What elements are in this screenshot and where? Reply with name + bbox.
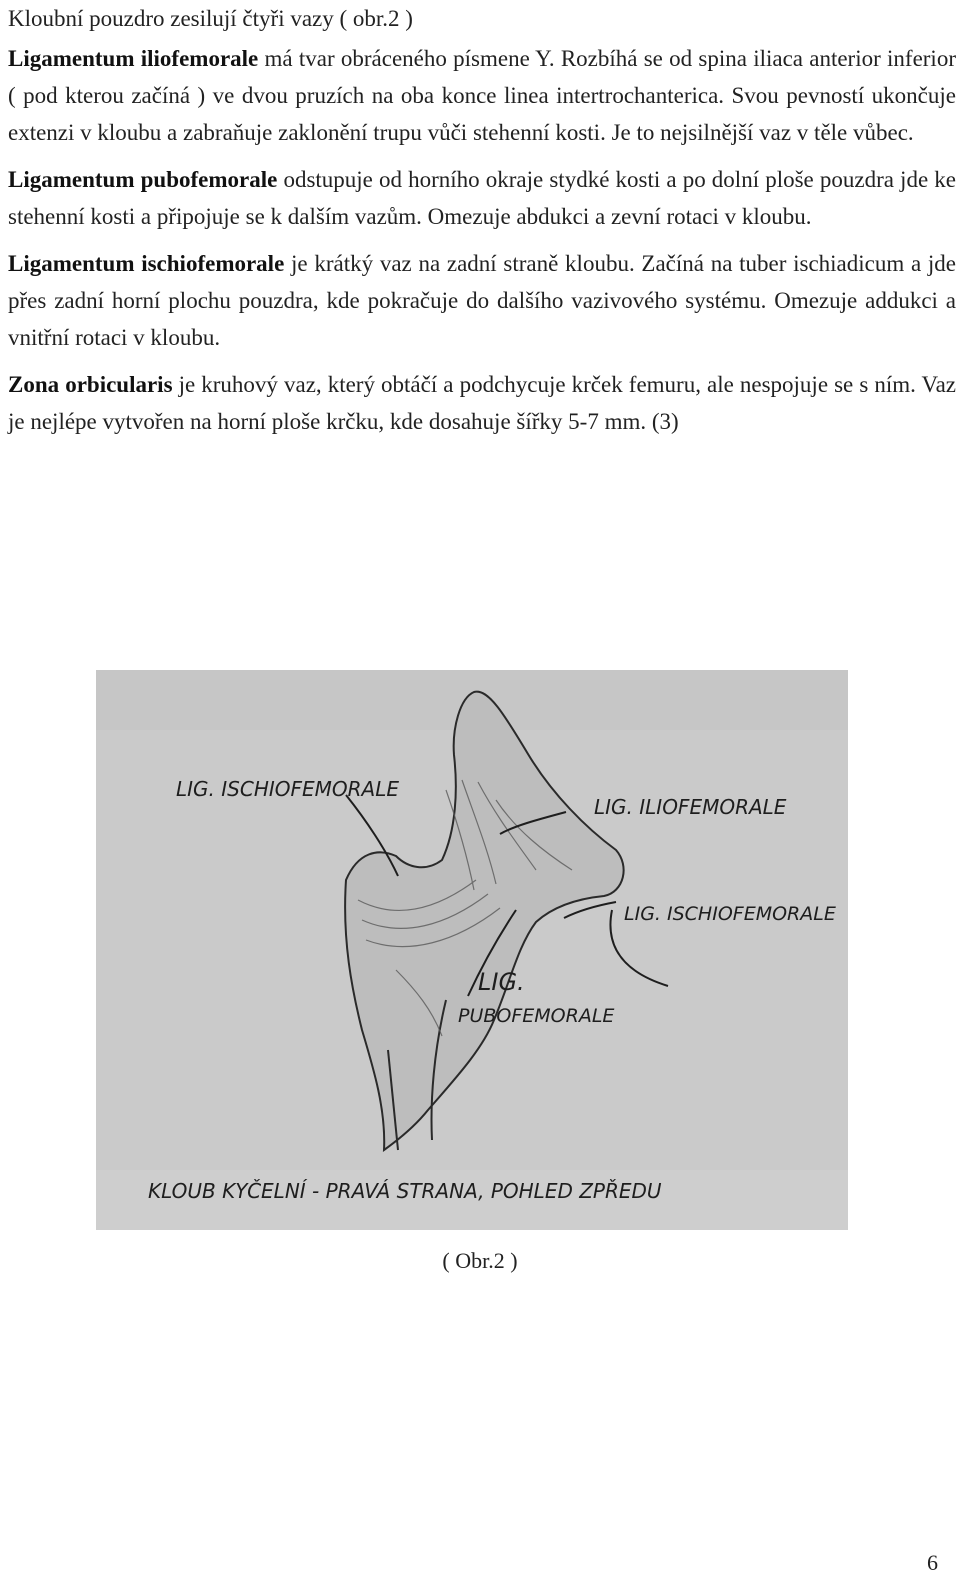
- term-pubofemorale: Ligamentum pubofemorale: [8, 167, 278, 192]
- text-ischiofemorale: je krátký vaz na zadní straně kloubu. Začíná na tuber ischiadicum a jde přes zadní horní plochu pouzdra, kde pokračuje do dalšího vazivového systému. Omezuje addukci a vnitřní rotaci v kloubu.: [8, 251, 956, 350]
- label-pubofemorale: PUBOFEMORALE: [458, 1005, 615, 1027]
- intro-line: Kloubní pouzdro zesilují čtyři vazy ( obr.2 ): [8, 6, 413, 31]
- term-iliofemorale: Ligamentum iliofemorale: [8, 46, 259, 71]
- text-pubofemorale: odstupuje od horního okraje stydké kosti a po dolní ploše pouzdra jde ke stehenní kosti a připojuje se k dalším vazům. Omezuje abdukci a zevní rotaci v kloubu.: [8, 167, 956, 229]
- text-iliofemorale: má tvar obráceného písmene Y. Rozbíhá se od spina iliaca anterior inferior ( pod kterou začíná ) ve dvou pruzích na oba konce linea intertrochanterica. Svou pevností ukončuje extenzi v kloubu a zabraňuje zaklonění trupu vůči stehenní kosti. Je to nejsilnější vaz v těle vůbec.: [8, 46, 956, 145]
- paragraph-zona-orbicularis: [8, 366, 956, 440]
- term-ischiofemorale: Ligamentum ischiofemorale: [8, 251, 285, 276]
- paragraph-iliofemorale: [8, 40, 956, 151]
- sketch-title: KLOUB KYČELNÍ - PRAVÁ STRANA, POHLED ZPŘEDU: [148, 1179, 662, 1203]
- sketch-drawing: [96, 670, 848, 1230]
- term-zona-orbicularis: Zona orbicularis: [8, 372, 173, 397]
- figure-caption: ( Obr.2 ): [442, 1248, 518, 1273]
- text-zona-orbicularis: je kruhový vaz, který obtáčí a podchycuje krček femuru, ale nespojuje se s ním. Vaz je nejlépe vytvořen na horní ploše krčku, kde dosahuje šířky 5-7 mm. (3): [8, 372, 956, 434]
- label-iliofemorale: LIG. ILIOFEMORALE: [594, 795, 787, 819]
- label-ischiofemorale-right: LIG. ISCHIOFEMORALE: [624, 903, 836, 925]
- label-pubofemorale-lig: LIG.: [478, 968, 525, 996]
- paragraph-pubofemorale: [8, 161, 956, 235]
- body-text: [8, 0, 956, 450]
- label-ischiofemorale-left: LIG. ISCHIOFEMORALE: [176, 777, 399, 801]
- hip-joint-sketch: [96, 670, 848, 1230]
- page-number: 6: [927, 1550, 938, 1575]
- paragraph-ischiofemorale: [8, 245, 956, 356]
